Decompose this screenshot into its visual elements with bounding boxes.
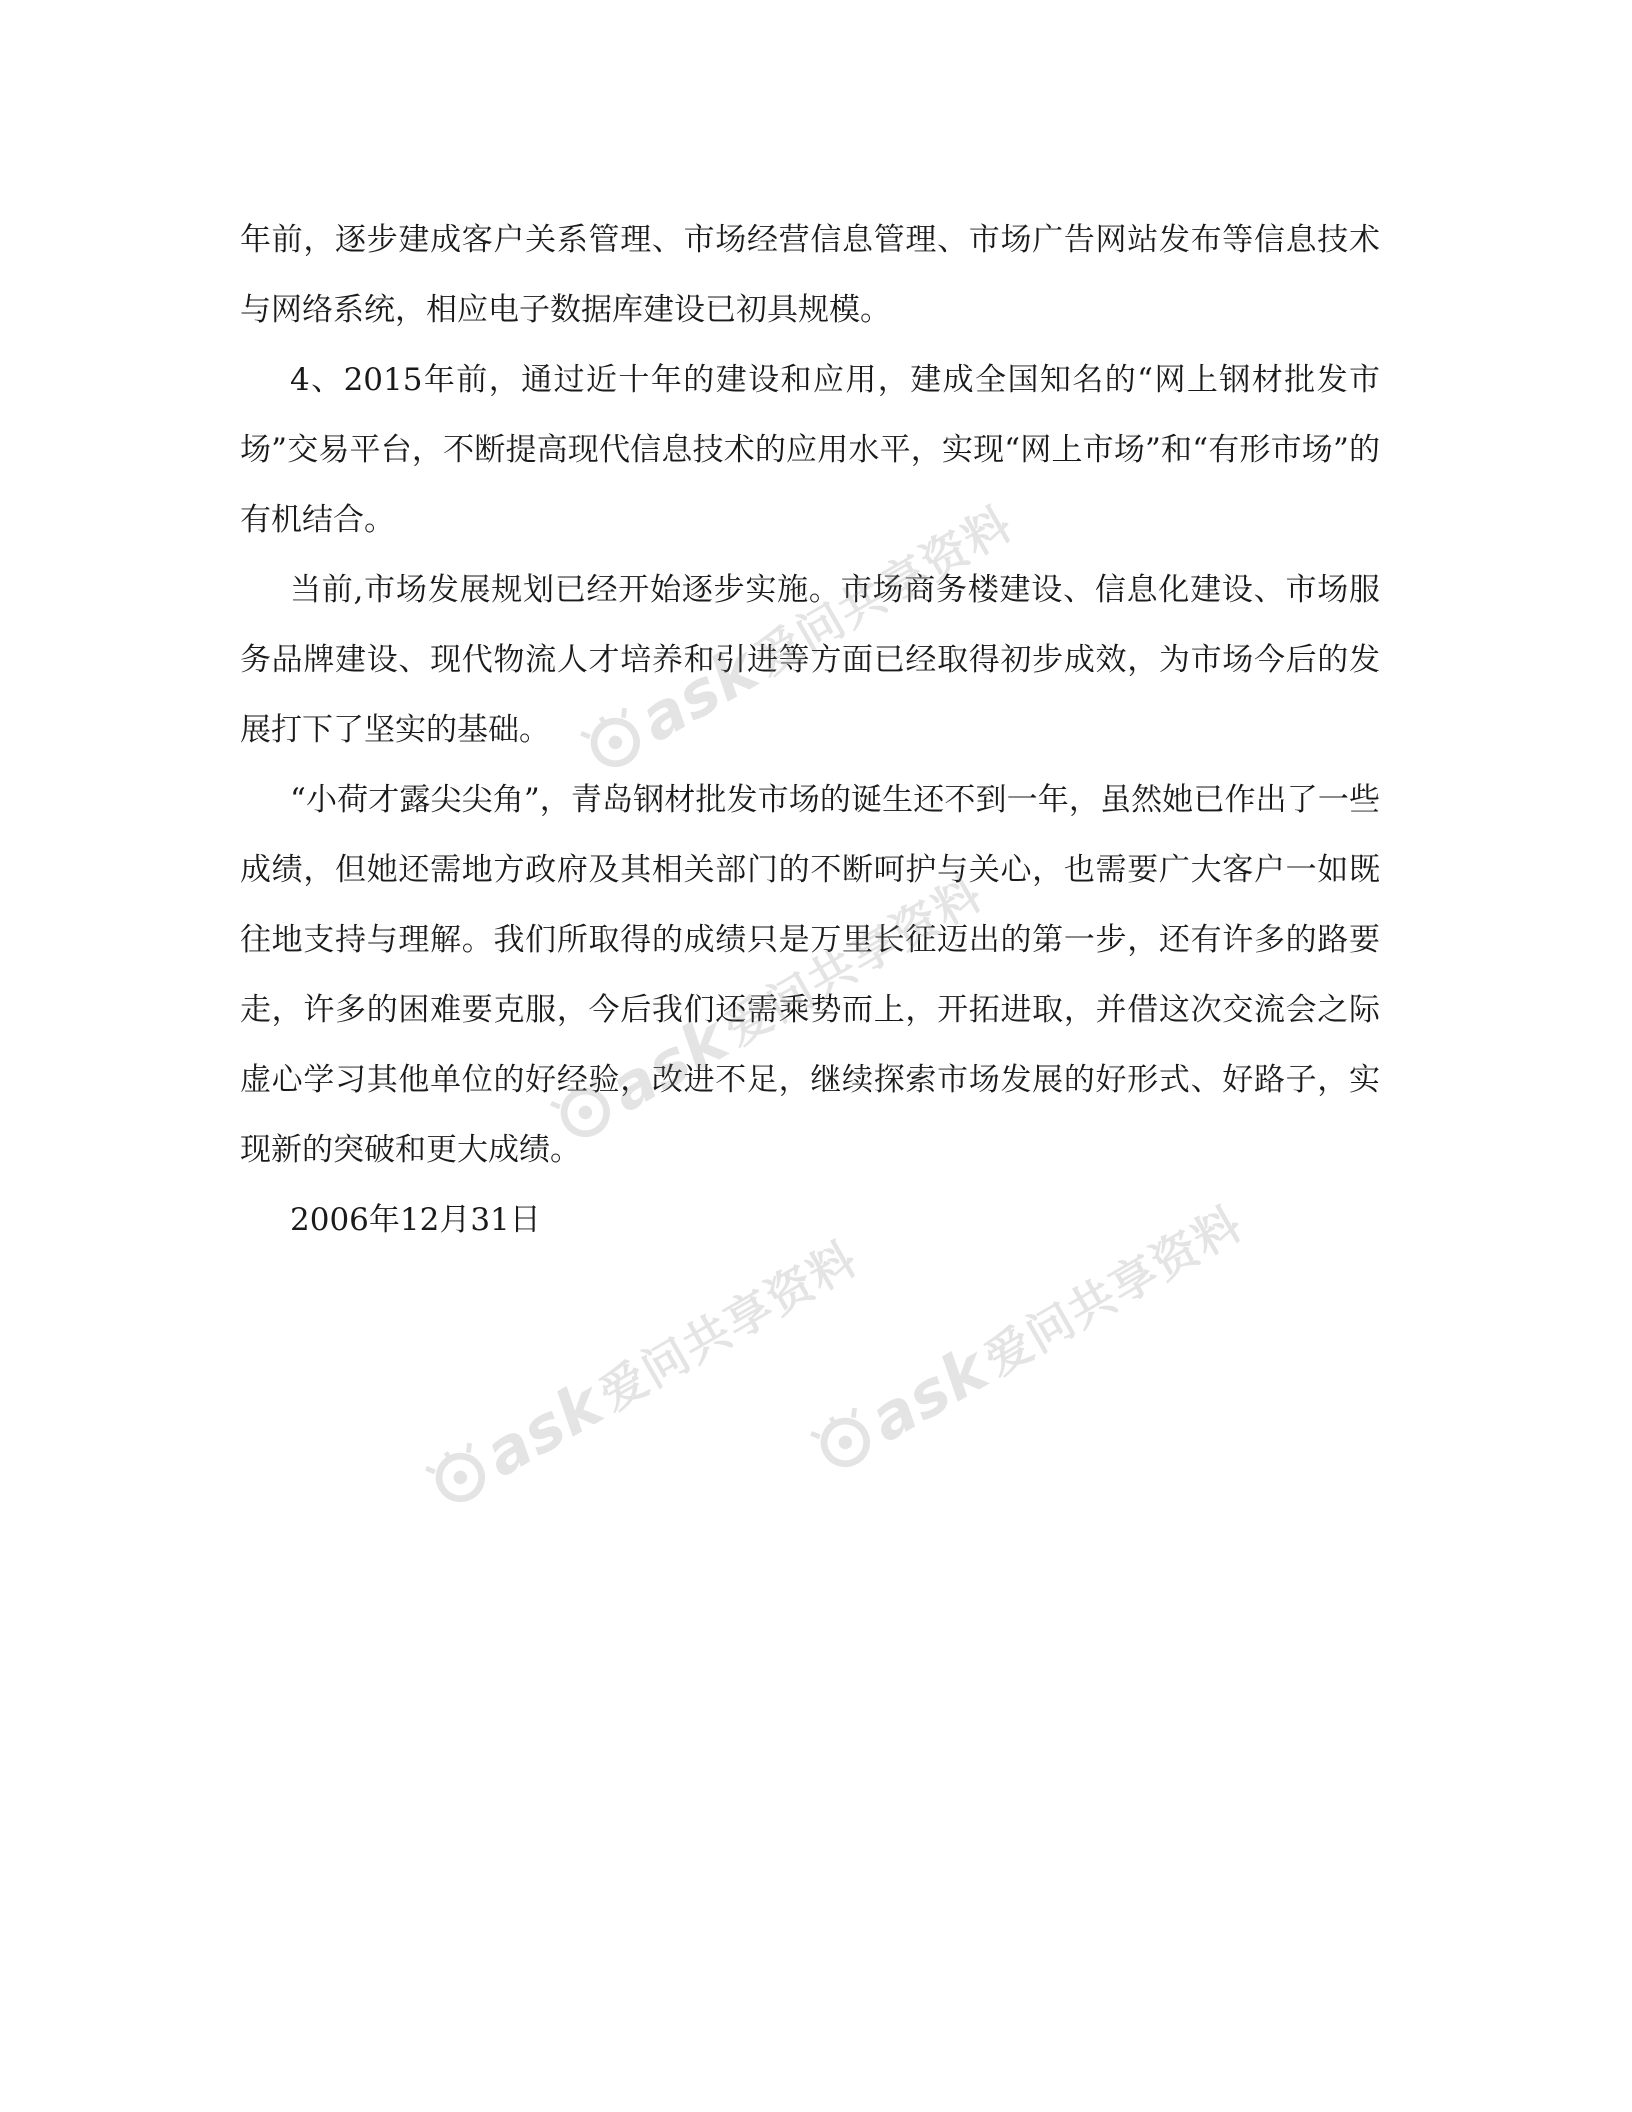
watermark-text: 爱问共享资料 [745,495,1022,686]
watermark-brand: ask [597,1001,741,1127]
paragraph-2: 4、2015年前，通过近十年的建设和应用，建成全国知名的“网上钢材批发市场”交易平台，不断提高现代信息技术的应用水平，实现“网上市场”和“有形市场”的有机结合。 [240,362,1380,538]
watermark-text: 爱问共享资料 [715,865,992,1056]
paragraph-1: 年前，逐步建成客户关系管理、市场经营信息管理、市场广告网站发布等信息技术与网络系统，相应电子数据库建设已初具规模。 [240,222,1380,328]
watermark-text: 爱问共享资料 [975,1195,1252,1386]
paragraph-4: “小荷才露尖尖角”，青岛钢材批发市场的诞生还不到一年，虽然她已作出了一些成绩，但她还需地方政府及其相关部门的不断呵护与关心，也需要广大客户一如既往地支持与理解。我们所取得的成绩只是万里长征迈出的第一步，还有许多的路要走，许多的困难要克服，今后我们还需乘势而上，开拓进取，并借这次交流会之际虚心学习其他单位的好经验，改进不足，继续探索市场发展的好形式、好路子，实现新的突破和更大成绩。 [240,782,1380,1168]
paragraph-3: 当前,市场发展规划已经开始逐步实施。市场商务楼建设、信息化建设、市场服务品牌建设、现代物流人才培养和引进等方面已经取得初步成效，为市场今后的发展打下了坚实的基础。 [240,572,1380,748]
watermark-brand: ask [857,1331,1001,1457]
ask-logo-icon [421,1437,500,1516]
watermark [417,1219,870,1523]
watermark-brand: ask [627,631,771,757]
document-date: 2006年12月31日 [290,1202,541,1238]
watermark-text: 爱问共享资料 [590,1230,867,1421]
watermark-brand: ask [472,1366,616,1492]
document-body [240,205,1380,1255]
ask-logo-icon [806,1402,885,1481]
